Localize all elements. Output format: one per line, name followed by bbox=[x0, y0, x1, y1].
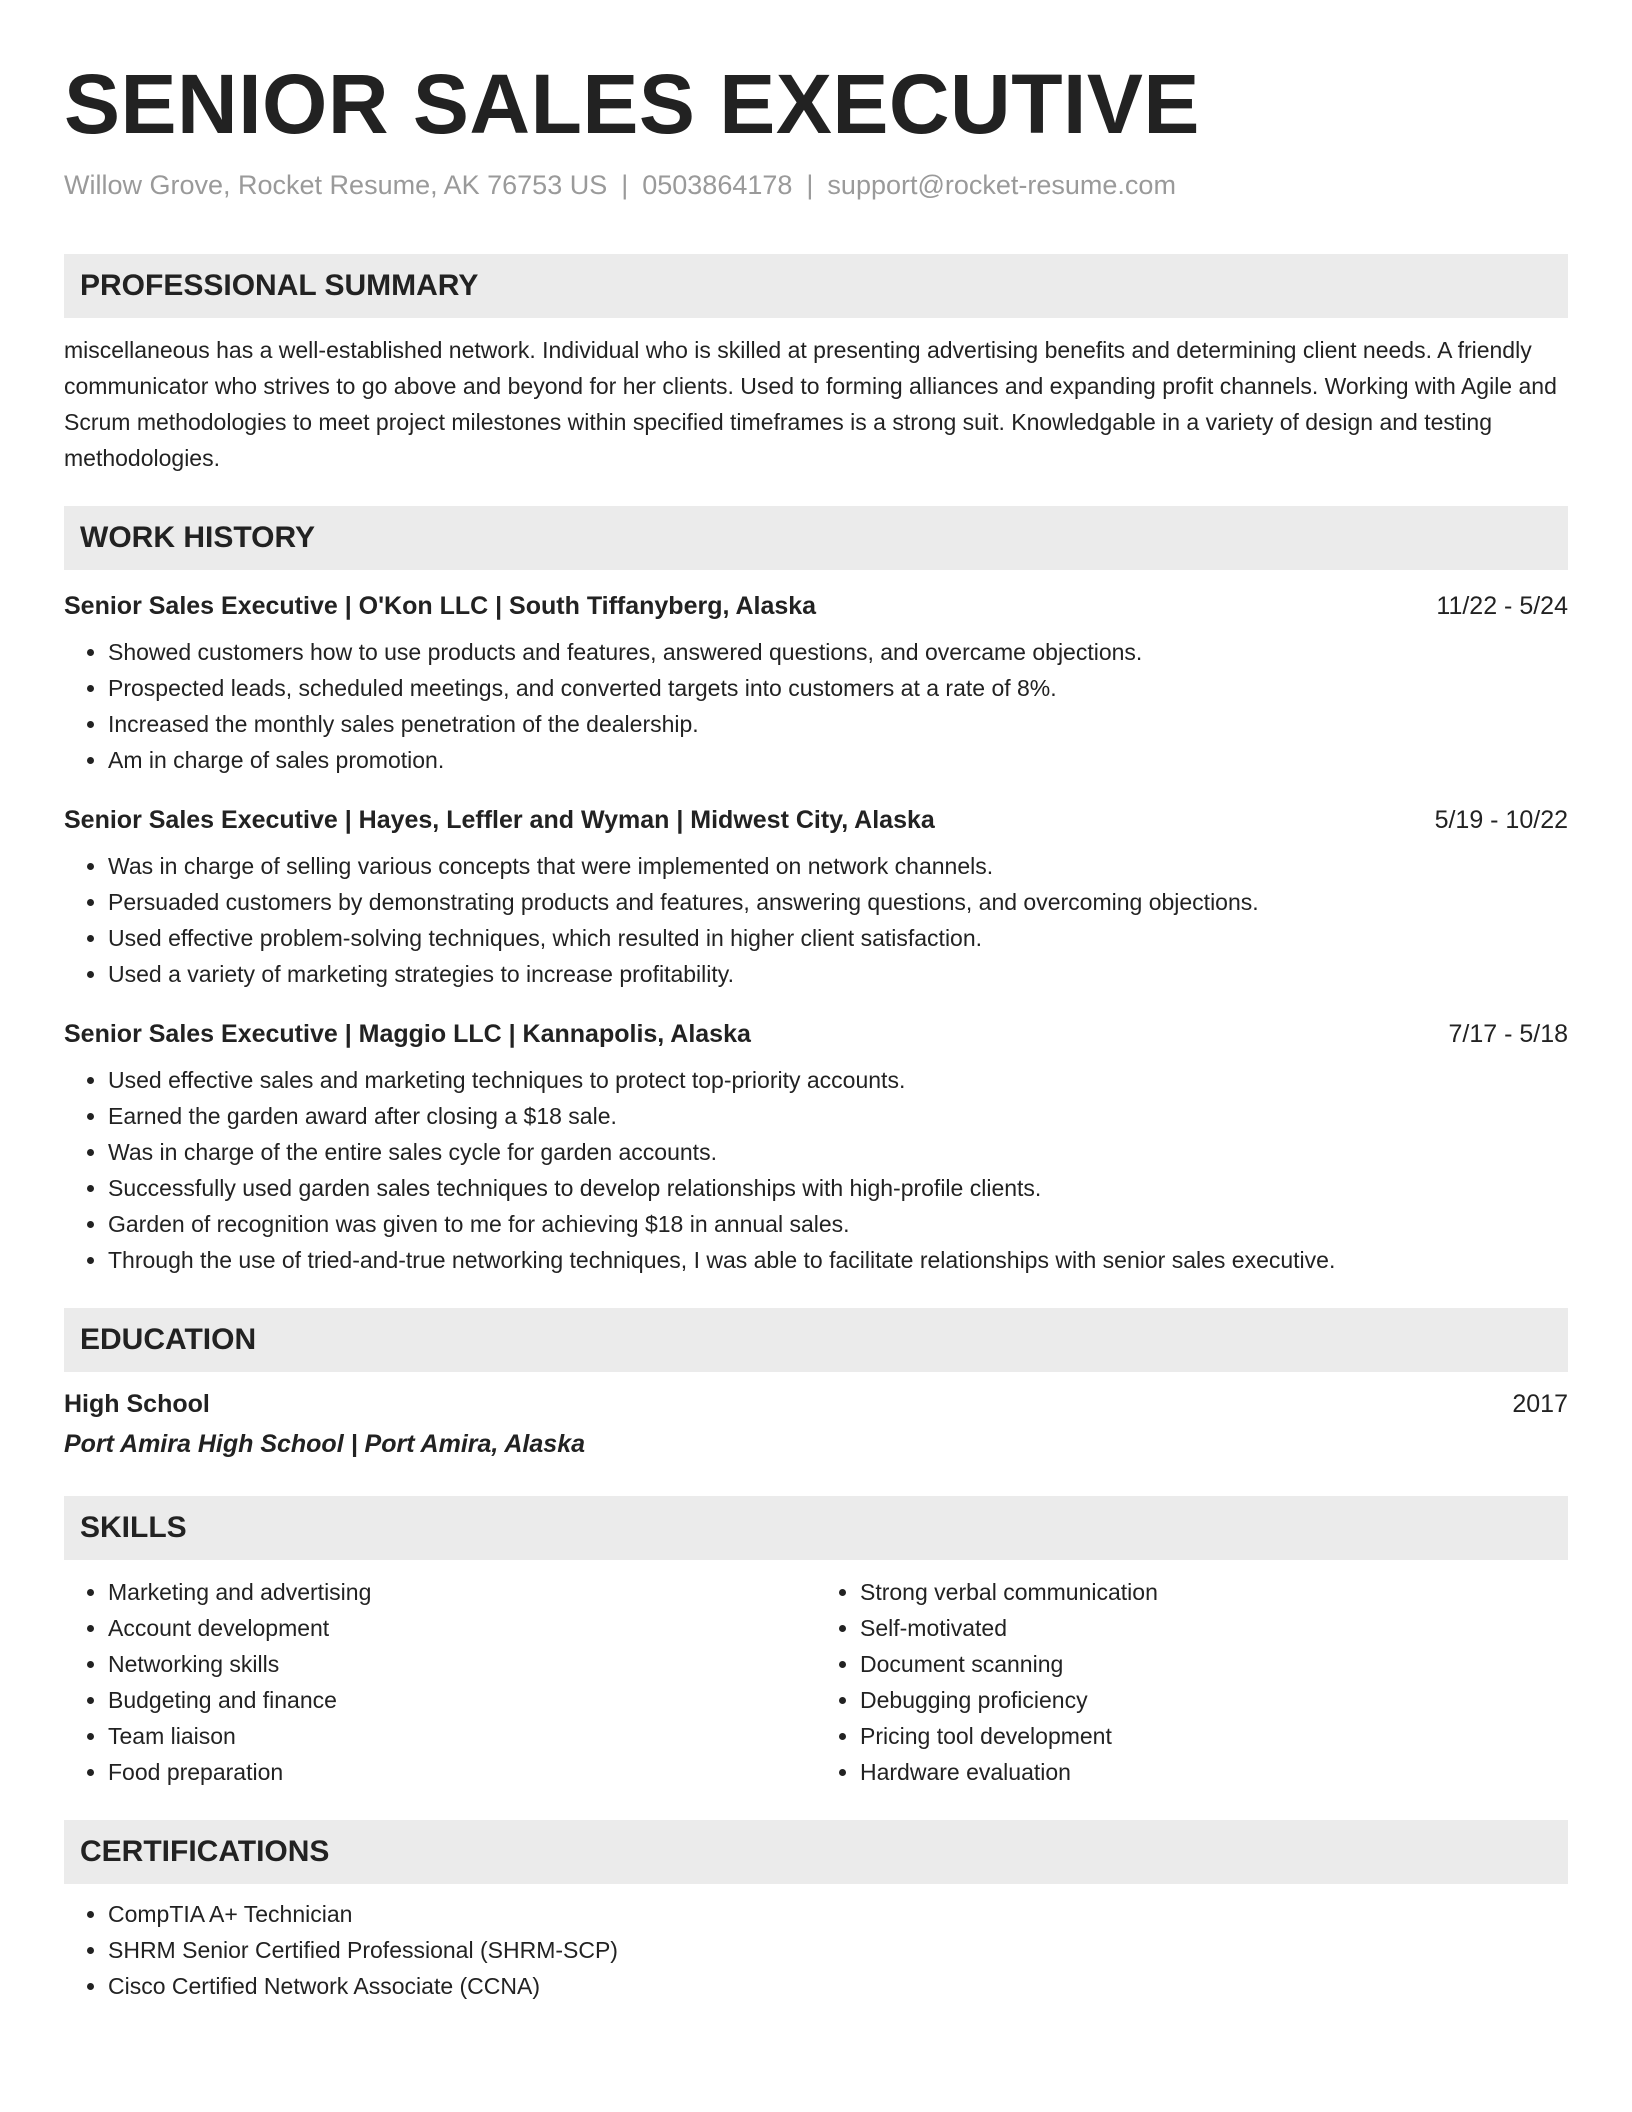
job-entry bbox=[64, 804, 1568, 992]
skill-item: • Budgeting and finance bbox=[108, 1682, 816, 1718]
certification-item: • Cisco Certified Network Associate (CCNA) bbox=[108, 1968, 1568, 2004]
skills-list-right bbox=[816, 1574, 1568, 1790]
education-school: Port Amira High School | Port Amira, Alaska bbox=[64, 1430, 585, 1458]
job-bullet: • Was in charge of the entire sales cycle for garden accounts. bbox=[108, 1134, 1568, 1170]
skill-item: • Document scanning bbox=[860, 1646, 1568, 1682]
job-header bbox=[64, 590, 1568, 622]
job-bullet: • Used effective sales and marketing techniques to protect top-priority accounts. bbox=[108, 1062, 1568, 1098]
skill-item: • Self-motivated bbox=[860, 1610, 1568, 1646]
job-bullets bbox=[64, 848, 1568, 992]
skill-item: • Food preparation bbox=[108, 1754, 816, 1790]
education-degree: High School bbox=[64, 1390, 210, 1418]
job-bullet: • Showed customers how to use products and features, answered questions, and overcame objections. bbox=[108, 634, 1568, 670]
contact-separator: | bbox=[806, 170, 814, 200]
contact-line bbox=[64, 168, 1568, 202]
section-heading-certifications: CERTIFICATIONS bbox=[64, 1820, 1568, 1884]
skill-item: • Team liaison bbox=[108, 1718, 816, 1754]
section-heading-skills: SKILLS bbox=[64, 1496, 1568, 1560]
job-title: Senior Sales Executive | O'Kon LLC | South Tiffanyberg, Alaska bbox=[64, 592, 817, 620]
section-heading-education: EDUCATION bbox=[64, 1308, 1568, 1372]
contact-email: support@rocket-resume.com bbox=[827, 170, 1176, 200]
job-bullet: • Increased the monthly sales penetration of the dealership. bbox=[108, 706, 1568, 742]
skill-item: • Pricing tool development bbox=[860, 1718, 1568, 1754]
job-bullet: • Successfully used garden sales techniques to develop relationships with high-profile clients. bbox=[108, 1170, 1568, 1206]
contact-separator: | bbox=[621, 170, 629, 200]
resume-name-heading: SENIOR SALES EXECUTIVE bbox=[64, 57, 1200, 151]
job-entry bbox=[64, 1018, 1568, 1278]
education-entry bbox=[64, 1388, 1568, 1460]
job-bullet: • Garden of recognition was given to me for achieving $18 in annual sales. bbox=[108, 1206, 1568, 1242]
skill-item: • Hardware evaluation bbox=[860, 1754, 1568, 1790]
section-heading-summary: PROFESSIONAL SUMMARY bbox=[64, 254, 1568, 318]
job-header bbox=[64, 1018, 1568, 1050]
skill-item: • Debugging proficiency bbox=[860, 1682, 1568, 1718]
job-bullet: • Used effective problem-solving techniques, which resulted in higher client satisfaction. bbox=[108, 920, 1568, 956]
job-bullet: • Earned the garden award after closing a $18 sale. bbox=[108, 1098, 1568, 1134]
contact-address: Willow Grove, Rocket Resume, AK 76753 US bbox=[64, 170, 608, 200]
skill-item: • Marketing and advertising bbox=[108, 1574, 816, 1610]
contact-phone: 0503864178 bbox=[642, 170, 793, 200]
education-year: 2017 bbox=[1512, 1390, 1568, 1418]
job-dates: 11/22 - 5/24 bbox=[1436, 592, 1568, 620]
certifications-list bbox=[64, 1896, 1568, 2004]
certification-item: • SHRM Senior Certified Professional (SHRM-SCP) bbox=[108, 1932, 1568, 1968]
job-bullet: • Used a variety of marketing strategies to increase profitability. bbox=[108, 956, 1568, 992]
job-entry bbox=[64, 590, 1568, 778]
education-header bbox=[64, 1388, 1568, 1420]
skill-item: • Account development bbox=[108, 1610, 816, 1646]
job-bullet: • Was in charge of selling various concepts that were implemented on network channels. bbox=[108, 848, 1568, 884]
job-bullets bbox=[64, 1062, 1568, 1278]
job-bullet: • Prospected leads, scheduled meetings, and converted targets into customers at a rate of 8%. bbox=[108, 670, 1568, 706]
job-bullets bbox=[64, 634, 1568, 778]
job-bullet: • Am in charge of sales promotion. bbox=[108, 742, 1568, 778]
summary-text: miscellaneous has a well-established network. Individual who is skilled at presenting advertising benefits and determining client needs. A friendly communicator who strives to go above and beyond for her clients. Used to forming alliances and expanding profit channels. Working with Agile and Scrum methodologies to meet project milestones within specified timeframes is a strong suit. Knowledgable in a variety of design and testing methodologies. bbox=[64, 337, 1557, 471]
certification-item: • CompTIA A+ Technician bbox=[108, 1896, 1568, 1932]
skill-item: • Networking skills bbox=[108, 1646, 816, 1682]
section-heading-work-history: WORK HISTORY bbox=[64, 506, 1568, 570]
skills-list-left bbox=[64, 1574, 816, 1790]
job-dates: 7/17 - 5/18 bbox=[1448, 1020, 1568, 1048]
job-header bbox=[64, 804, 1568, 836]
job-title: Senior Sales Executive | Hayes, Leffler and Wyman | Midwest City, Alaska bbox=[64, 806, 935, 834]
job-bullet: • Through the use of tried-and-true networking techniques, I was able to facilitate relationships with senior sales executive. bbox=[108, 1242, 1568, 1278]
skill-item: • Strong verbal communication bbox=[860, 1574, 1568, 1610]
job-dates: 5/19 - 10/22 bbox=[1434, 806, 1568, 834]
job-bullet: • Persuaded customers by demonstrating products and features, answering questions, and overcoming objections. bbox=[108, 884, 1568, 920]
job-title: Senior Sales Executive | Maggio LLC | Kannapolis, Alaska bbox=[64, 1020, 751, 1048]
skills-columns bbox=[64, 1574, 1568, 1790]
